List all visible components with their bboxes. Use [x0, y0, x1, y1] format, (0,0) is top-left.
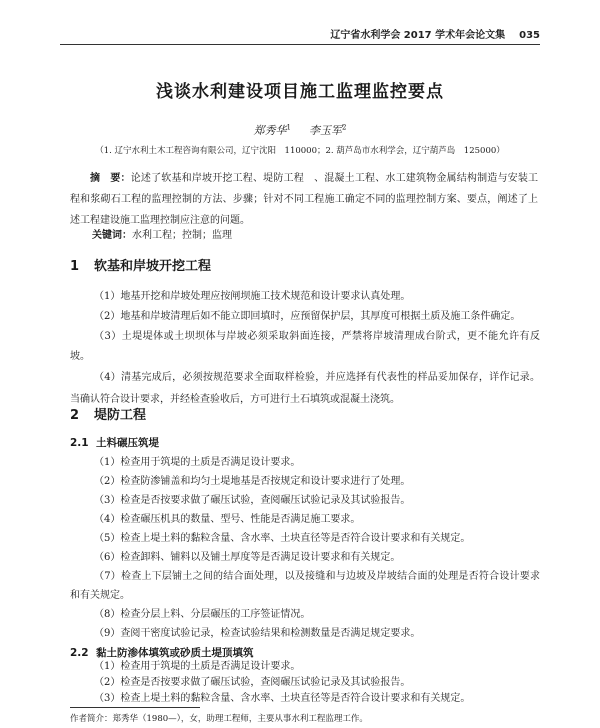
list-item: （3）检查是否按要求做了碾压试验，查阅碾压试验记录及其试验报告。	[94, 495, 411, 506]
keywords-text: 水利工程；控制；监理	[132, 230, 232, 241]
list-item: （2）检查是否按要求做了碾压试验，查阅碾压试验记录及其试验报告。	[94, 677, 411, 688]
header-rule	[60, 44, 540, 45]
abstract-label: 摘 要：	[90, 173, 131, 184]
list-item: （9）查阅干密度试验记录，检查试验结果和检测数量是否满足规定要求。	[94, 628, 421, 639]
author-name: 李玉军	[309, 124, 342, 137]
paragraph: （2）地基和岸坡清理后如不能立即回填时，应预留保护层，其厚度可根据土质及施工条件确定。	[94, 311, 521, 322]
author-line	[0, 122, 600, 138]
paragraph: （4）清基完成后，必须按规范要求全面取样检验，并应选择有代表性的样品妥加保存，详作记录。当确认符合设计要求，并经检查验收后，方可进行土石填筑或混凝土浇筑。	[70, 372, 540, 405]
list-item: （4）检查碾压机具的数量、型号、性能是否满足施工要求。	[94, 514, 361, 525]
subsection-heading	[70, 645, 254, 660]
author-name: 郑秀华	[253, 124, 287, 137]
subsection-heading	[70, 435, 159, 450]
paragraph: （1）地基开挖和岸坡处理应按闸坝施工技术规范和设计要求认真处理。	[94, 291, 411, 302]
author-affil-mark: 2	[342, 123, 347, 132]
subsection-title: 土料碾压筑堤	[96, 437, 159, 449]
section-number: 2	[70, 408, 80, 423]
list-item: （7）检查上下层铺土之间的结合面处理，以及接缝和与边坡及岸坡结合面的处理是否符合设计要求和有关规定。	[70, 571, 540, 601]
footnote-rule	[70, 707, 200, 708]
affiliation: （1. 辽宁水利土木工程咨询有限公司，辽宁沈阳 110000；2. 葫芦岛市水利学会，辽宁葫芦岛 125000）	[95, 146, 505, 156]
paper-title: 浅谈水利建设项目施工监理监控要点	[156, 82, 444, 102]
list-item: （5）检查上堤土料的黏粒含量、含水率、土块直径等是否符合设计要求和有关规定。	[94, 533, 471, 544]
list-item: （3）检查上堤土料的黏粒含量、含水率、土块直径等是否符合设计要求和有关规定。	[70, 691, 540, 707]
abstract-text: 论述了软基和岸坡开挖工程、堤防工程 、混凝土工程、水工建筑物金属结构制造与安装工程和浆砌石工程的监理控制的方法、步骤；针对不同工程施工确定不同的监理控制方案、要点，阐述了上述工程建设施工监理控制应注意的问题。	[70, 173, 539, 226]
subsection-number: 2.2	[70, 647, 89, 659]
list-item: （6）检查卸料、铺料以及铺土厚度等是否满足设计要求和有关规定。	[94, 552, 401, 563]
abstract	[70, 168, 538, 231]
subsection-title: 黏土防渗体填筑或砂质土堤顶填筑	[96, 647, 254, 659]
list-item: （8）检查分层上料、分层碾压的工序签证情况。	[94, 609, 311, 620]
section-heading	[70, 404, 146, 423]
list-item: （1）检查用于筑堤的土质是否满足设计要求。	[94, 457, 301, 468]
paragraph: （3）土堤堤体或土坝坝体与岸坡必须采取斜面连接，严禁将岸坡清理成台阶式，更不能允许有反坡。	[70, 331, 540, 362]
section-heading	[70, 255, 211, 274]
page-number: 035	[519, 30, 540, 41]
running-header	[60, 26, 540, 41]
list-item: （1）检查用于筑堤的土质是否满足设计要求。	[94, 661, 301, 672]
section-title: 软基和岸坡开挖工程	[94, 259, 212, 274]
section-title: 堤防工程	[94, 408, 147, 423]
keywords-label: 关键词：	[92, 230, 132, 241]
footnote: 作者简介：郑秀华（1980—），女，助理工程师，主要从事水利工程监理工作。	[70, 714, 368, 724]
author-affil-mark: 1	[286, 123, 291, 132]
section-number: 1	[70, 259, 80, 274]
list-item: （2）检查防渗铺盖和均匀土堤地基是否按规定和设计要求进行了处理。	[94, 476, 411, 487]
subsection-number: 2.1	[70, 437, 89, 449]
journal-name: 辽宁省水利学会 2017 学术年会论文集	[330, 30, 506, 41]
keywords	[92, 226, 232, 241]
